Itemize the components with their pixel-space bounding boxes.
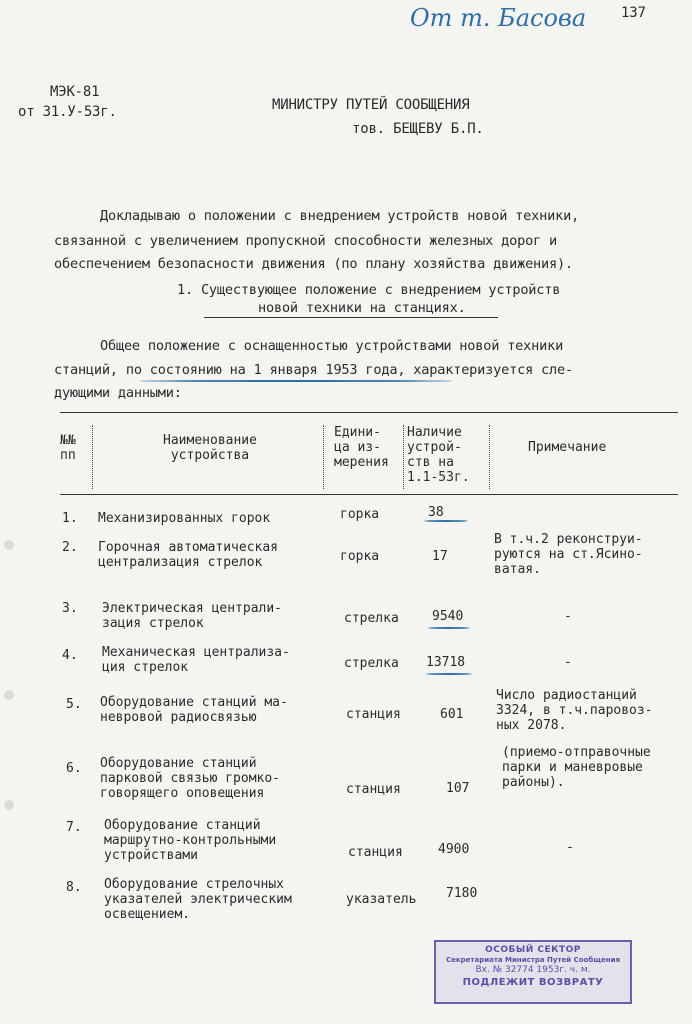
row-unit: станция (346, 707, 401, 722)
row-num: 4. (62, 648, 78, 663)
column-divider (323, 425, 324, 489)
header-unit: Едини- ца из- мерения (334, 425, 389, 470)
addressee-line-1: МИНИСТРУ ПУТЕЙ СООБЩЕНИЯ (272, 97, 470, 113)
header-num: №№ пп (60, 433, 76, 463)
row-name: Оборудование станций маршрутно-контрольными устройствами (104, 818, 277, 863)
handwritten-underline (426, 673, 472, 675)
stamp-line: Секретариата Министра Путей Сообщения (446, 956, 620, 964)
row-count: 38 (428, 505, 444, 520)
row-name: Горочная автоматическая централизация стрелок (98, 540, 279, 570)
stamp-line: ОСОБЫЙ СЕКТОР (485, 945, 581, 955)
row-name: Механизированных горок (98, 511, 271, 526)
row-unit: горка (340, 507, 380, 522)
row-unit: указатель (346, 892, 417, 907)
document-date: от 31.У-53г. (18, 104, 117, 120)
punch-hole (4, 540, 14, 550)
document-id: МЭК-81 (50, 84, 100, 100)
row-count: 13718 (426, 655, 466, 670)
handwritten-note: От т. Басова (410, 4, 587, 32)
row-unit: горка (340, 549, 380, 564)
row-unit: стрелка (344, 611, 399, 626)
row-count: 4900 (438, 842, 470, 857)
intro-line: связанной с увеличением пропускной способности железных дорог и (54, 233, 558, 249)
stamp-line: ПОДЛЕЖИТ ВОЗВРАТУ (462, 977, 604, 988)
row-unit: станция (348, 845, 403, 860)
page-number: 137 (621, 5, 646, 21)
row-name: Оборудование станций парковой связью громко- говорящего оповещения (100, 756, 281, 801)
row-name: Оборудование станций ма- невровой радиосвязью (100, 695, 288, 725)
punch-hole (4, 690, 14, 700)
row-count: 7180 (446, 886, 478, 901)
punch-hole (4, 800, 14, 810)
row-count: 17 (432, 549, 448, 564)
row-num: 2. (62, 540, 78, 555)
general-line: дующими данными: (54, 385, 182, 401)
row-name: Электрическая централи- зация стрелок (102, 601, 283, 631)
header-name: Наименование устройства (163, 433, 257, 463)
row-count: 601 (440, 707, 464, 722)
intro-line: обеспечением безопасности движения (по плану хозяйства движения). (54, 256, 573, 272)
row-num: 3. (62, 601, 78, 616)
column-divider (489, 425, 490, 489)
header-count: Наличие устрой- ств на 1.1-53г. (407, 425, 470, 485)
row-num: 5. (66, 697, 82, 712)
section-title-line-2: новой техники на станциях. (258, 300, 466, 316)
row-num: 6. (66, 761, 82, 776)
registry-stamp (434, 940, 632, 1004)
row-num: 8. (66, 880, 82, 895)
row-count: 107 (446, 781, 470, 796)
row-num: 7. (66, 820, 82, 835)
section-title-line-1: 1. Существующее положение с внедрением устройств (177, 282, 561, 298)
handwritten-underline (428, 627, 470, 629)
row-note: - (566, 840, 574, 855)
general-line: Общее положение с оснащенностью устройствами новой техники (100, 338, 564, 354)
row-note: Число радиостанций 3324, в т.ч.паровоз- ных 2078. (496, 688, 653, 733)
row-note: - (564, 609, 572, 624)
addressee-line-2: тов. БЕЩЕВУ Б.П. (352, 121, 484, 137)
row-unit: стрелка (344, 656, 399, 671)
stamp-line: Вх. № 32774 1953г. ч. м. (475, 965, 591, 975)
handwritten-underline (424, 520, 468, 522)
row-unit: станция (346, 782, 401, 797)
row-note: В т.ч.2 реконструи- руются на ст.Ясино- ватая. (494, 532, 643, 577)
column-divider (403, 425, 404, 489)
row-name: Оборудование стрелочных указателей электрическим освещением. (104, 877, 292, 922)
general-line: станций, по состоянию на 1 января 1953 года, характеризуется сле- (54, 362, 573, 378)
intro-line: Докладываю о положении с внедрением устройств новой техники, (100, 208, 580, 224)
section-title-underline (204, 317, 498, 318)
row-num: 1. (62, 511, 78, 526)
row-note: - (564, 655, 572, 670)
row-note: (приемо-отправочные парки и маневровые районы). (502, 745, 651, 790)
table-top-rule (60, 412, 678, 413)
table-header-rule (60, 494, 678, 495)
column-divider (92, 425, 93, 489)
header-note: Примечание (528, 440, 607, 455)
row-count: 9540 (432, 609, 464, 624)
handwritten-underline (140, 380, 452, 382)
row-name: Механическая централиза- ция стрелок (102, 645, 290, 675)
